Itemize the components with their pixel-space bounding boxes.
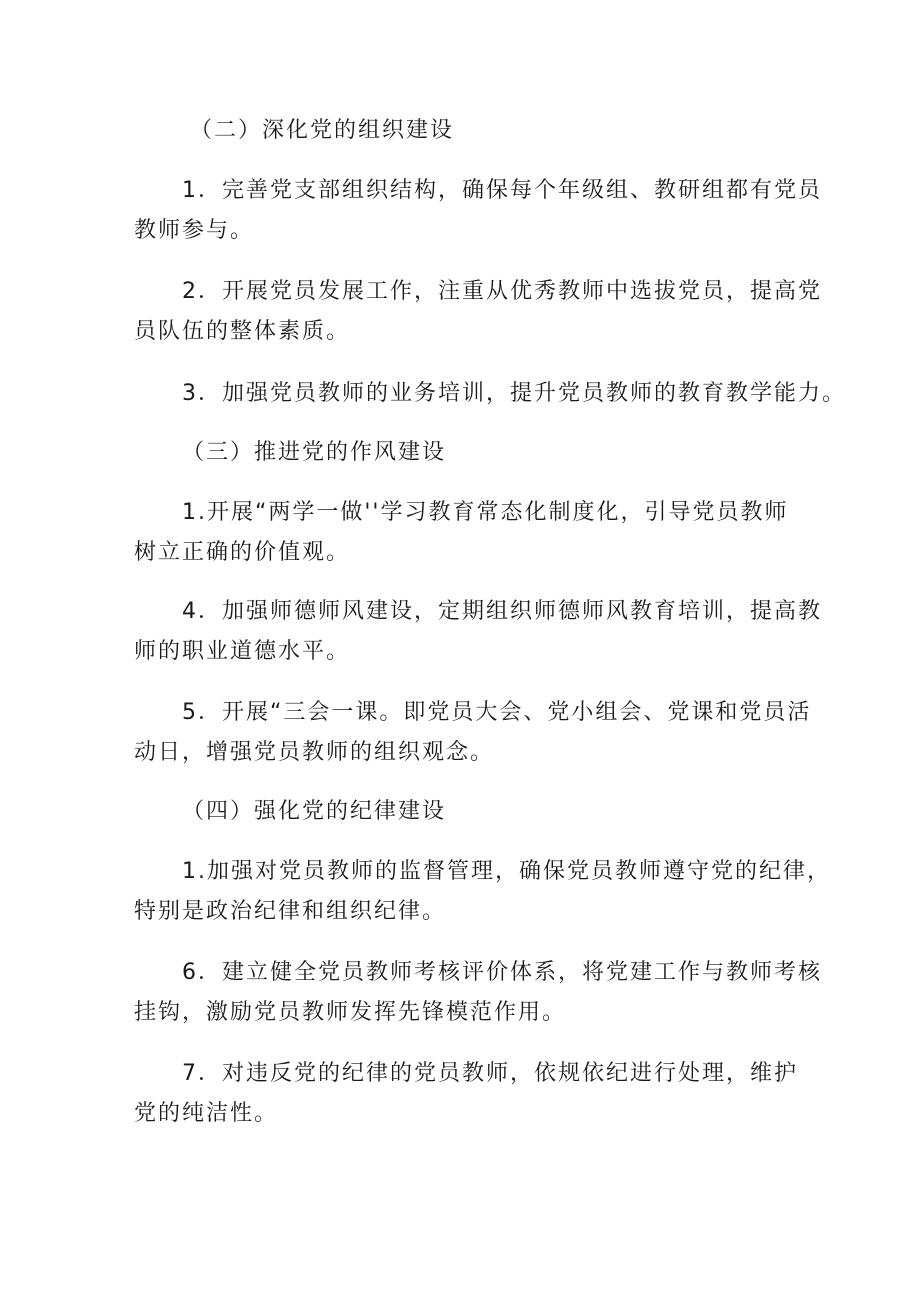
section-heading-discipline: （四）强化党的纪律建设	[182, 799, 447, 824]
section-heading-work-style: （三）推进党的作风建设	[182, 440, 447, 465]
paragraph-line: 动日，增强党员教师的组织观念。	[134, 740, 495, 765]
paragraph-line: 2．开展党员发展工作，注重从优秀教师中选拔党员，提高党	[182, 279, 822, 304]
paragraph-line: 树立正确的价值观。	[134, 540, 351, 565]
paragraph-line: 员队伍的整体素质。	[134, 319, 351, 344]
paragraph-line: 7．对违反党的纪律的党员教师，依规依纪进行处理，维护	[182, 1061, 798, 1086]
paragraph-line: 特别是政治纪律和组织纪律。	[134, 899, 447, 924]
paragraph-line: 4．加强师德师风建设，定期组织师德师风教育培训，提高教	[182, 599, 822, 624]
paragraph-line: 师的职业道德水平。	[134, 639, 351, 664]
paragraph-line: 1.开展“两学一做''学习教育常态化制度化，引导党员教师	[182, 500, 789, 525]
paragraph-line: 6．建立健全党员教师考核评价体系，将党建工作与教师考核	[182, 960, 822, 985]
paragraph-line: 党的纯洁性。	[134, 1101, 279, 1126]
paragraph-line: 教师参与。	[134, 218, 255, 243]
paragraph-line: 3．加强党员教师的业务培训，提升党员教师的教育教学能力。	[182, 381, 846, 406]
paragraph-line: 5．开展“三会一课。即党员大会、党小组会、党课和党员活	[182, 700, 812, 725]
paragraph-line: 挂钩，激励党员教师发挥先锋模范作用。	[134, 1000, 567, 1025]
paragraph-line: 1．完善党支部组织结构，确保每个年级组、教研组都有党员	[182, 178, 822, 203]
section-heading-organization: （二）深化党的组织建设	[190, 118, 455, 143]
paragraph-line: 1.加强对党员教师的监督管理，确保党员教师遵守党的纪律，	[182, 859, 831, 884]
